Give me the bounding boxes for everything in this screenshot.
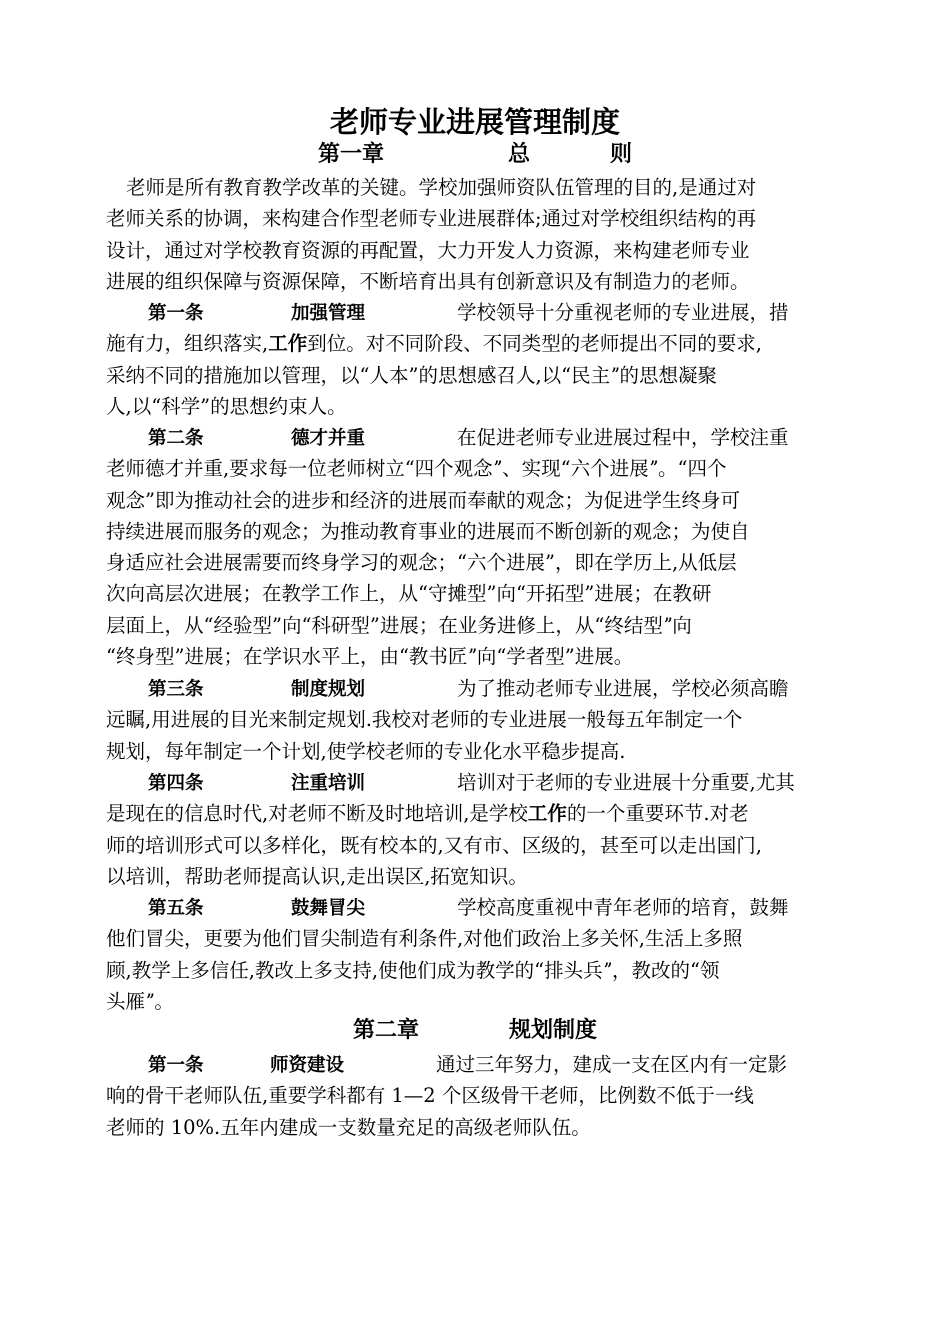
- chapter-1-number: 第一章: [317, 142, 384, 167]
- article-2-line: 观念”即为推动社会的进步和经济的进展而奉献的观念；为促进学生终身可: [106, 488, 740, 512]
- chapter-2-article-1-line: 老师的 10%.五年内建成一支数量充足的高级老师队伍。: [106, 1115, 591, 1139]
- article-2-line: “终身型”进展；在学识水平上，由“教书匠ˮ向“学者型”进展。: [106, 645, 634, 669]
- article-3-number: 第三条: [148, 679, 204, 700]
- article-2-line: 次向高层次进展；在教学工作上，从“守摊型”向“开拓型”进展；在教研: [106, 582, 712, 606]
- article-1-first-line: [106, 297, 866, 328]
- article-3-line: 远瞩,用进展的目光来制定规划.我校对老师的专业进展一般每五年制定一个: [106, 708, 743, 732]
- article-5-line: 他们冒尖，更要为他们冒尖制造有利条件,对他们政治上多关怀,生活上多照: [106, 927, 743, 951]
- article-2-first-line: [106, 422, 866, 453]
- article-4: [106, 767, 866, 892]
- article-1-text: 学校领导十分重视老师的专业进展，措: [457, 301, 789, 324]
- article-1-line: 人,以“科学”的思想约束人。: [106, 394, 347, 418]
- article-5: [106, 892, 866, 1017]
- article-3-first-line: [106, 673, 866, 704]
- chapter-2-number: 第二章: [352, 1018, 419, 1043]
- article-1-text: 到位。对不同阶段、不同类型的老师提出不同的要求,: [307, 332, 762, 356]
- document-title: 老师专业进展管理制度: [329, 105, 620, 139]
- article-5-number: 第五条: [148, 898, 204, 919]
- article-3-line: 规划，每年制定一个计划,使学校老师的专业化水平稳步提高.: [106, 739, 626, 763]
- intro-line: 设计，通过对学校教育资源的再配置，大力开发人力资源，来构建老师专业: [106, 238, 750, 262]
- chapter-2-article-1: [106, 1049, 866, 1143]
- chapter-1-heading: [0, 140, 950, 170]
- intro-line: 老师关系的协调，来构建合作型老师专业进展群体;通过对学校组织结构的再: [106, 207, 757, 231]
- chapter-1-title-char-2: 则: [610, 142, 633, 167]
- article-3-name: 制度规划: [291, 679, 366, 700]
- article-4-text: 是现在的信息时代,对老师不断及时地培训,是学校: [106, 802, 528, 826]
- article-1-line: [106, 328, 866, 359]
- article-3-text: 为了推动老师专业进展，学校必须高瞻: [457, 677, 789, 700]
- article-4-bold-text: 工作: [527, 802, 567, 826]
- article-2-line: 层面上，从“经验型”向“科研型”进展；在业务进修上，从“终结型ˮ向: [106, 613, 692, 637]
- article-5-first-line: [106, 892, 866, 923]
- intro-line: 老师是所有教育教学改革的关键。学校加强师资队伍管理的目的,是通过对: [126, 176, 757, 199]
- article-1: [106, 297, 866, 422]
- chapter-2-article-1-line: 响的骨干老师队伍,重要学科都有 1—2 个区级骨干老师，比例数不低于一线: [106, 1084, 754, 1108]
- article-4-first-line: [106, 767, 866, 798]
- article-5-name: 鼓舞冒尖: [291, 898, 366, 919]
- article-1-line: 采纳不同的措施加以管理，以“人本”的思想感召人,以“民主ˮ的思想凝聚: [106, 363, 718, 387]
- article-2-line: 身适应社会进展需要而终身学习的观念；“六个进展”，即在学历上,从低层: [106, 551, 737, 575]
- chapter-2-title: 规划制度: [509, 1018, 598, 1043]
- article-2-line: 老师德才并重,要求每一位老师树立“四个观念ˮ、实现“六个进展ˮ。“四个: [106, 457, 727, 481]
- chapter-2-heading: [0, 1016, 950, 1046]
- article-1-number: 第一条: [148, 303, 204, 324]
- chapter-1-title-char-1: 总: [507, 142, 530, 167]
- article-2-text: 在促进老师专业进展过程中，学校注重: [457, 426, 789, 449]
- chapter-2-article-1-name: 师资建设: [270, 1055, 345, 1076]
- article-4-line: [106, 798, 866, 829]
- article-4-line: 师的培训形式可以多样化，既有校本的,又有市、区级的，甚至可以走出国门,: [106, 833, 762, 857]
- article-4-text: 的一个重要环节.对老: [566, 802, 749, 826]
- intro-line: 进展的组织保障与资源保障，不断培育出具有创新意识及有制造力的老师。: [106, 269, 750, 293]
- article-5-line: 顾,教学上多信任,教改上多支持,使他们成为教学的“排头兵ˮ，教改的“领: [106, 958, 720, 982]
- article-4-text: 培训对于老师的专业进展十分重要,尤其: [457, 771, 795, 794]
- article-4-line: 以培训，帮助老师提高认识,走出误区,拓宽知识。: [106, 864, 528, 888]
- chapter-2-article-1-first-line: [106, 1049, 866, 1080]
- intro-paragraph: [106, 172, 866, 297]
- article-3: [106, 673, 866, 767]
- article-1-bold-text: 工作: [268, 332, 308, 356]
- article-4-number: 第四条: [148, 773, 204, 794]
- article-1-text: 施有力，组织落实,: [106, 332, 269, 356]
- article-2-name: 德才并重: [291, 428, 366, 449]
- chapter-2-article-1-number: 第一条: [148, 1055, 204, 1076]
- article-2: [106, 422, 866, 672]
- article-5-line: 头雁ˮ。: [106, 989, 174, 1013]
- article-2-number: 第二条: [148, 428, 204, 449]
- article-4-name: 注重培训: [291, 773, 366, 794]
- chapter-2-article-1-text: 通过三年努力，建成一支在区内有一定影: [436, 1053, 788, 1076]
- article-2-line: 持续进展而服务的观念；为推动教育事业的进展而不断创新的观念；为使自: [106, 519, 750, 543]
- article-5-text: 学校高度重视中青年老师的培育，鼓舞: [457, 896, 789, 919]
- article-1-name: 加强管理: [291, 303, 366, 324]
